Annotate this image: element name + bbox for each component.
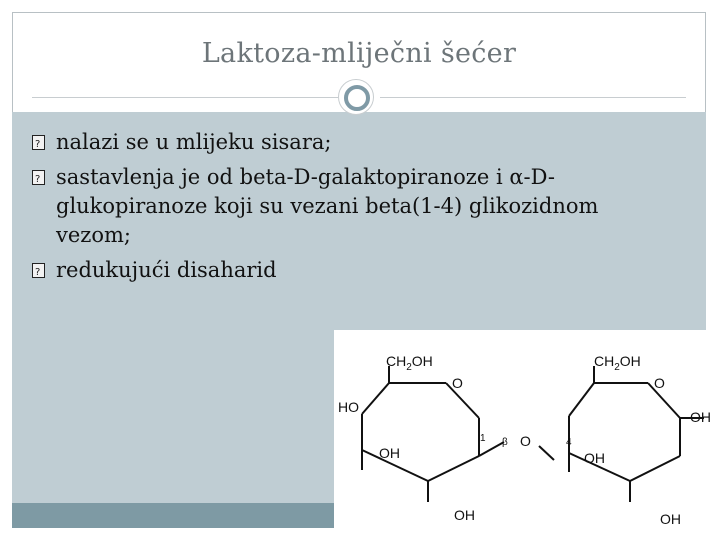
right-ring-upper-left-bond	[569, 383, 594, 416]
right-oh-label: OH	[690, 409, 711, 425]
slide-title: Laktoza-mliječni šećer	[201, 38, 517, 69]
circle-ornament-ring	[344, 85, 370, 111]
right-ring-oxygen-label: O	[654, 375, 665, 391]
left-ho-label: HO	[338, 399, 359, 415]
linkage-bond-left	[479, 442, 504, 456]
bullet-text: redukujući disaharid	[56, 258, 277, 282]
lactose-structure-image	[334, 330, 720, 540]
right-ch2oh-label: $CH_2OH$	[594, 353, 641, 373]
linkage-bridge-oxygen-label: O	[520, 433, 531, 449]
bullet-item	[28, 256, 668, 285]
bullet-text: nalazi se u mlijeku sisara;	[56, 130, 332, 154]
lactose-structure-diagram	[334, 330, 720, 540]
left-ring-bottom-bond	[428, 456, 479, 481]
bullet-item	[28, 128, 668, 157]
right-oh-bottom-label: OH	[660, 511, 681, 527]
left-ring-upper-left-bond	[362, 383, 389, 414]
left-oh-mid-label: OH	[379, 445, 400, 461]
left-ch2oh-label: $CH_2OH$	[386, 353, 433, 373]
linkage-position-4-label: 4	[566, 437, 572, 448]
circle-ornament-icon	[338, 79, 374, 115]
left-oh-bottom-label: OH	[454, 507, 475, 523]
title-divider-right	[380, 97, 686, 98]
left-ring-oxygen-label: O	[452, 375, 463, 391]
right-oh-mid-label: OH	[584, 450, 605, 466]
bullet-text: sastavlenja je od beta-D-galaktopiranoze i α-D-glukopiranoze koji su vezani beta(1-4) glikozidnom vezom;	[56, 165, 599, 247]
linkage-bond-right	[539, 446, 554, 460]
title-divider-left	[32, 97, 338, 98]
bullet-list	[28, 128, 668, 291]
missing-glyph-bullet-icon	[32, 263, 45, 278]
linkage-position-1-label: 1	[480, 433, 486, 444]
linkage-beta-label: β	[502, 437, 508, 448]
missing-glyph-bullet-icon	[32, 135, 45, 150]
right-ring-bottom-bond	[630, 456, 680, 481]
missing-glyph-bullet-icon	[32, 170, 45, 185]
bullet-item	[28, 163, 668, 250]
